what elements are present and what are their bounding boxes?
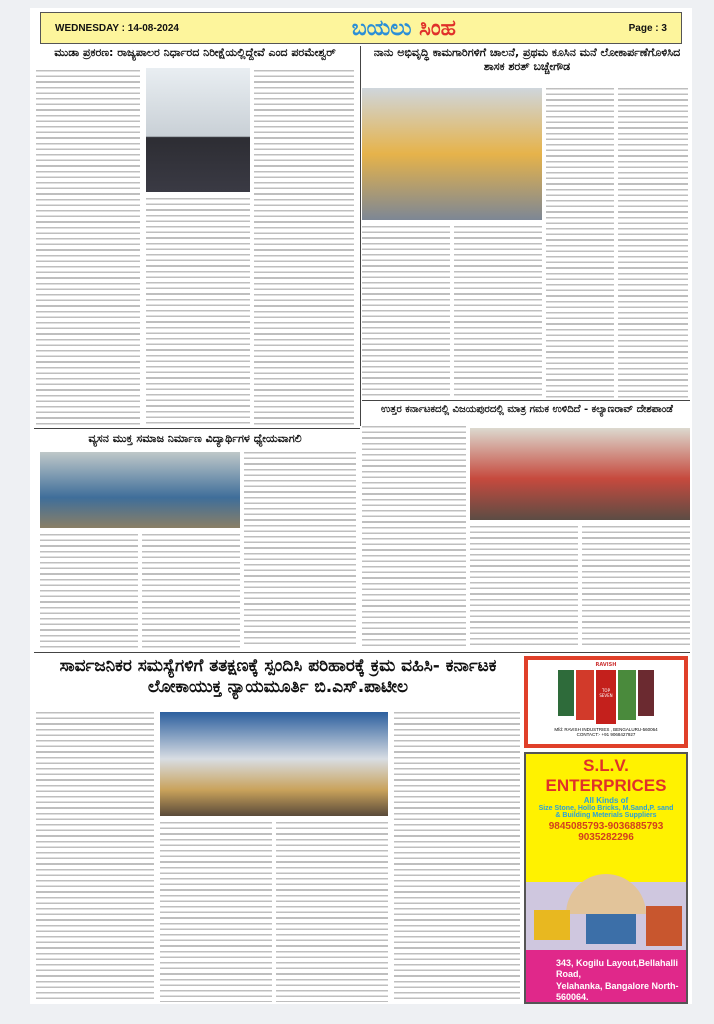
article-3-body bbox=[470, 526, 578, 648]
ravish-manufacturer: Mfd: RAVISH INDUSTRIES , BENGALURU-560064 bbox=[554, 727, 658, 732]
slv-address bbox=[526, 950, 686, 1004]
article-3-photo bbox=[470, 428, 690, 520]
article-5-body bbox=[160, 822, 272, 1002]
page-number: Page : 3 bbox=[628, 22, 667, 34]
masthead bbox=[40, 12, 682, 44]
slv-enterprices-ad bbox=[524, 752, 688, 1004]
article-3-headline: ಉತ್ತರ ಕರ್ನಾಟಕದಲ್ಲಿ ವಿಜಯಪುರದಲ್ಲಿ ಮಾತ್ರ ಗಮಕ ಉಳಿದಿದೆ - ಕಲ್ಯಾಣರಾವ್ ದೇಶಪಾಂಡೆ bbox=[381, 404, 673, 415]
issue-date: WEDNESDAY : 14-08-2024 bbox=[55, 22, 179, 34]
article-3-body bbox=[362, 426, 466, 648]
section-divider bbox=[34, 652, 690, 653]
article-2-body bbox=[618, 88, 688, 398]
ravish-ad bbox=[524, 656, 688, 748]
section-divider bbox=[34, 428, 360, 429]
article-5-photo bbox=[160, 712, 388, 816]
article-1-body bbox=[254, 70, 354, 425]
slv-line1: All Kinds of bbox=[583, 796, 629, 805]
column-divider bbox=[360, 46, 361, 426]
ravish-brand: RAVISH bbox=[595, 662, 617, 668]
product-packs bbox=[528, 670, 684, 724]
slv-phone1: 9845085793-9036885793 bbox=[548, 821, 664, 832]
excavator-image bbox=[534, 910, 570, 940]
article-2-photo bbox=[362, 88, 542, 220]
newspaper-page bbox=[30, 8, 692, 1004]
article-5-body bbox=[36, 712, 154, 1002]
product-name: TOP SEVEN bbox=[596, 670, 616, 724]
section-divider bbox=[362, 400, 690, 401]
article-2-body bbox=[362, 226, 450, 398]
slv-line3: & Building Meterials Suppliers bbox=[555, 812, 657, 819]
article-1-body bbox=[146, 198, 250, 425]
article-5-body bbox=[276, 822, 388, 1002]
article-4-body bbox=[40, 534, 138, 648]
article-1-headline: ಮುಡಾ ಪ್ರಕರಣ: ರಾಜ್ಯಪಾಲರ ನಿರ್ಧಾರದ ನಿರೀಕ್ಷೆಯಲ್ಲಿದ್ದೇವೆ ಎಂದ ಪರಮೇಶ್ವರ್ bbox=[54, 46, 336, 59]
article-2-headline: ನಾನು ಅಭಿವೃದ್ಧಿ ಕಾಮಗಾರಿಗಳಿಗೆ ಚಾಲನೆ, ಪ್ರಥಮ ಕೂಸಿನ ಮನೆ ಲೋಕಾರ್ಪಣೆಗೊಳಿಸಿದ ಶಾಸಕ ಶರತ್ ಬಚ್ಚೇಗೌಡ bbox=[373, 46, 681, 74]
slv-ad-top bbox=[526, 754, 686, 882]
article-2-body bbox=[454, 226, 542, 398]
slv-address-line2: Yelahanka, Bangalore North-560064. bbox=[556, 980, 679, 1002]
newspaper-logo: ಬಯಲು ಸಿಂಹ bbox=[351, 15, 456, 41]
article-2-body bbox=[546, 88, 614, 398]
article-4-headline: ವ್ಯಸನ ಮುಕ್ತ ಸಮಾಜ ನಿರ್ಮಾಣ ವಿದ್ಯಾರ್ಥಿಗಳ ಧ್ಯೇಯವಾಗಲಿ bbox=[88, 432, 302, 445]
truck-image bbox=[586, 914, 636, 944]
ravish-contact: CONTACT:- +91 9068427927 bbox=[576, 732, 636, 737]
article-4-photo bbox=[40, 452, 240, 528]
article-5-headline: ಸಾರ್ವಜನಿಕರ ಸಮಸ್ಯೆಗಳಿಗೆ ತತಕ್ಷಣಕ್ಕೆ ಸ್ಪಂದಿಸಿ ಪರಿಹಾರಕ್ಕೆ ಕ್ರಮ ವಹಿಸಿ- ಕರ್ನಾಟಕ ಲೋಕಾಯುಕ್ತ ನ್ಯಾಯಮೂರ್ತಿ ಬಿ.ಎಸ್.ಪಾಟೀಲ bbox=[59, 656, 497, 698]
article-4-body bbox=[142, 534, 240, 648]
article-4-body bbox=[244, 452, 356, 648]
article-1-body bbox=[36, 70, 140, 425]
slv-phone2: 9035282296 bbox=[578, 832, 634, 843]
article-1-photo bbox=[146, 68, 250, 192]
slv-line2: Size Stone, Hollo Bricks, M.Sand,P. sand bbox=[538, 805, 674, 812]
bricks-image bbox=[646, 906, 682, 946]
article-5-body bbox=[394, 712, 520, 1002]
article-3-body bbox=[582, 526, 690, 648]
slv-address-line1: 343, Kogilu Layout,Bellahalli Road, bbox=[556, 958, 679, 980]
slv-title: S.L.V. ENTERPRICES bbox=[545, 756, 667, 795]
